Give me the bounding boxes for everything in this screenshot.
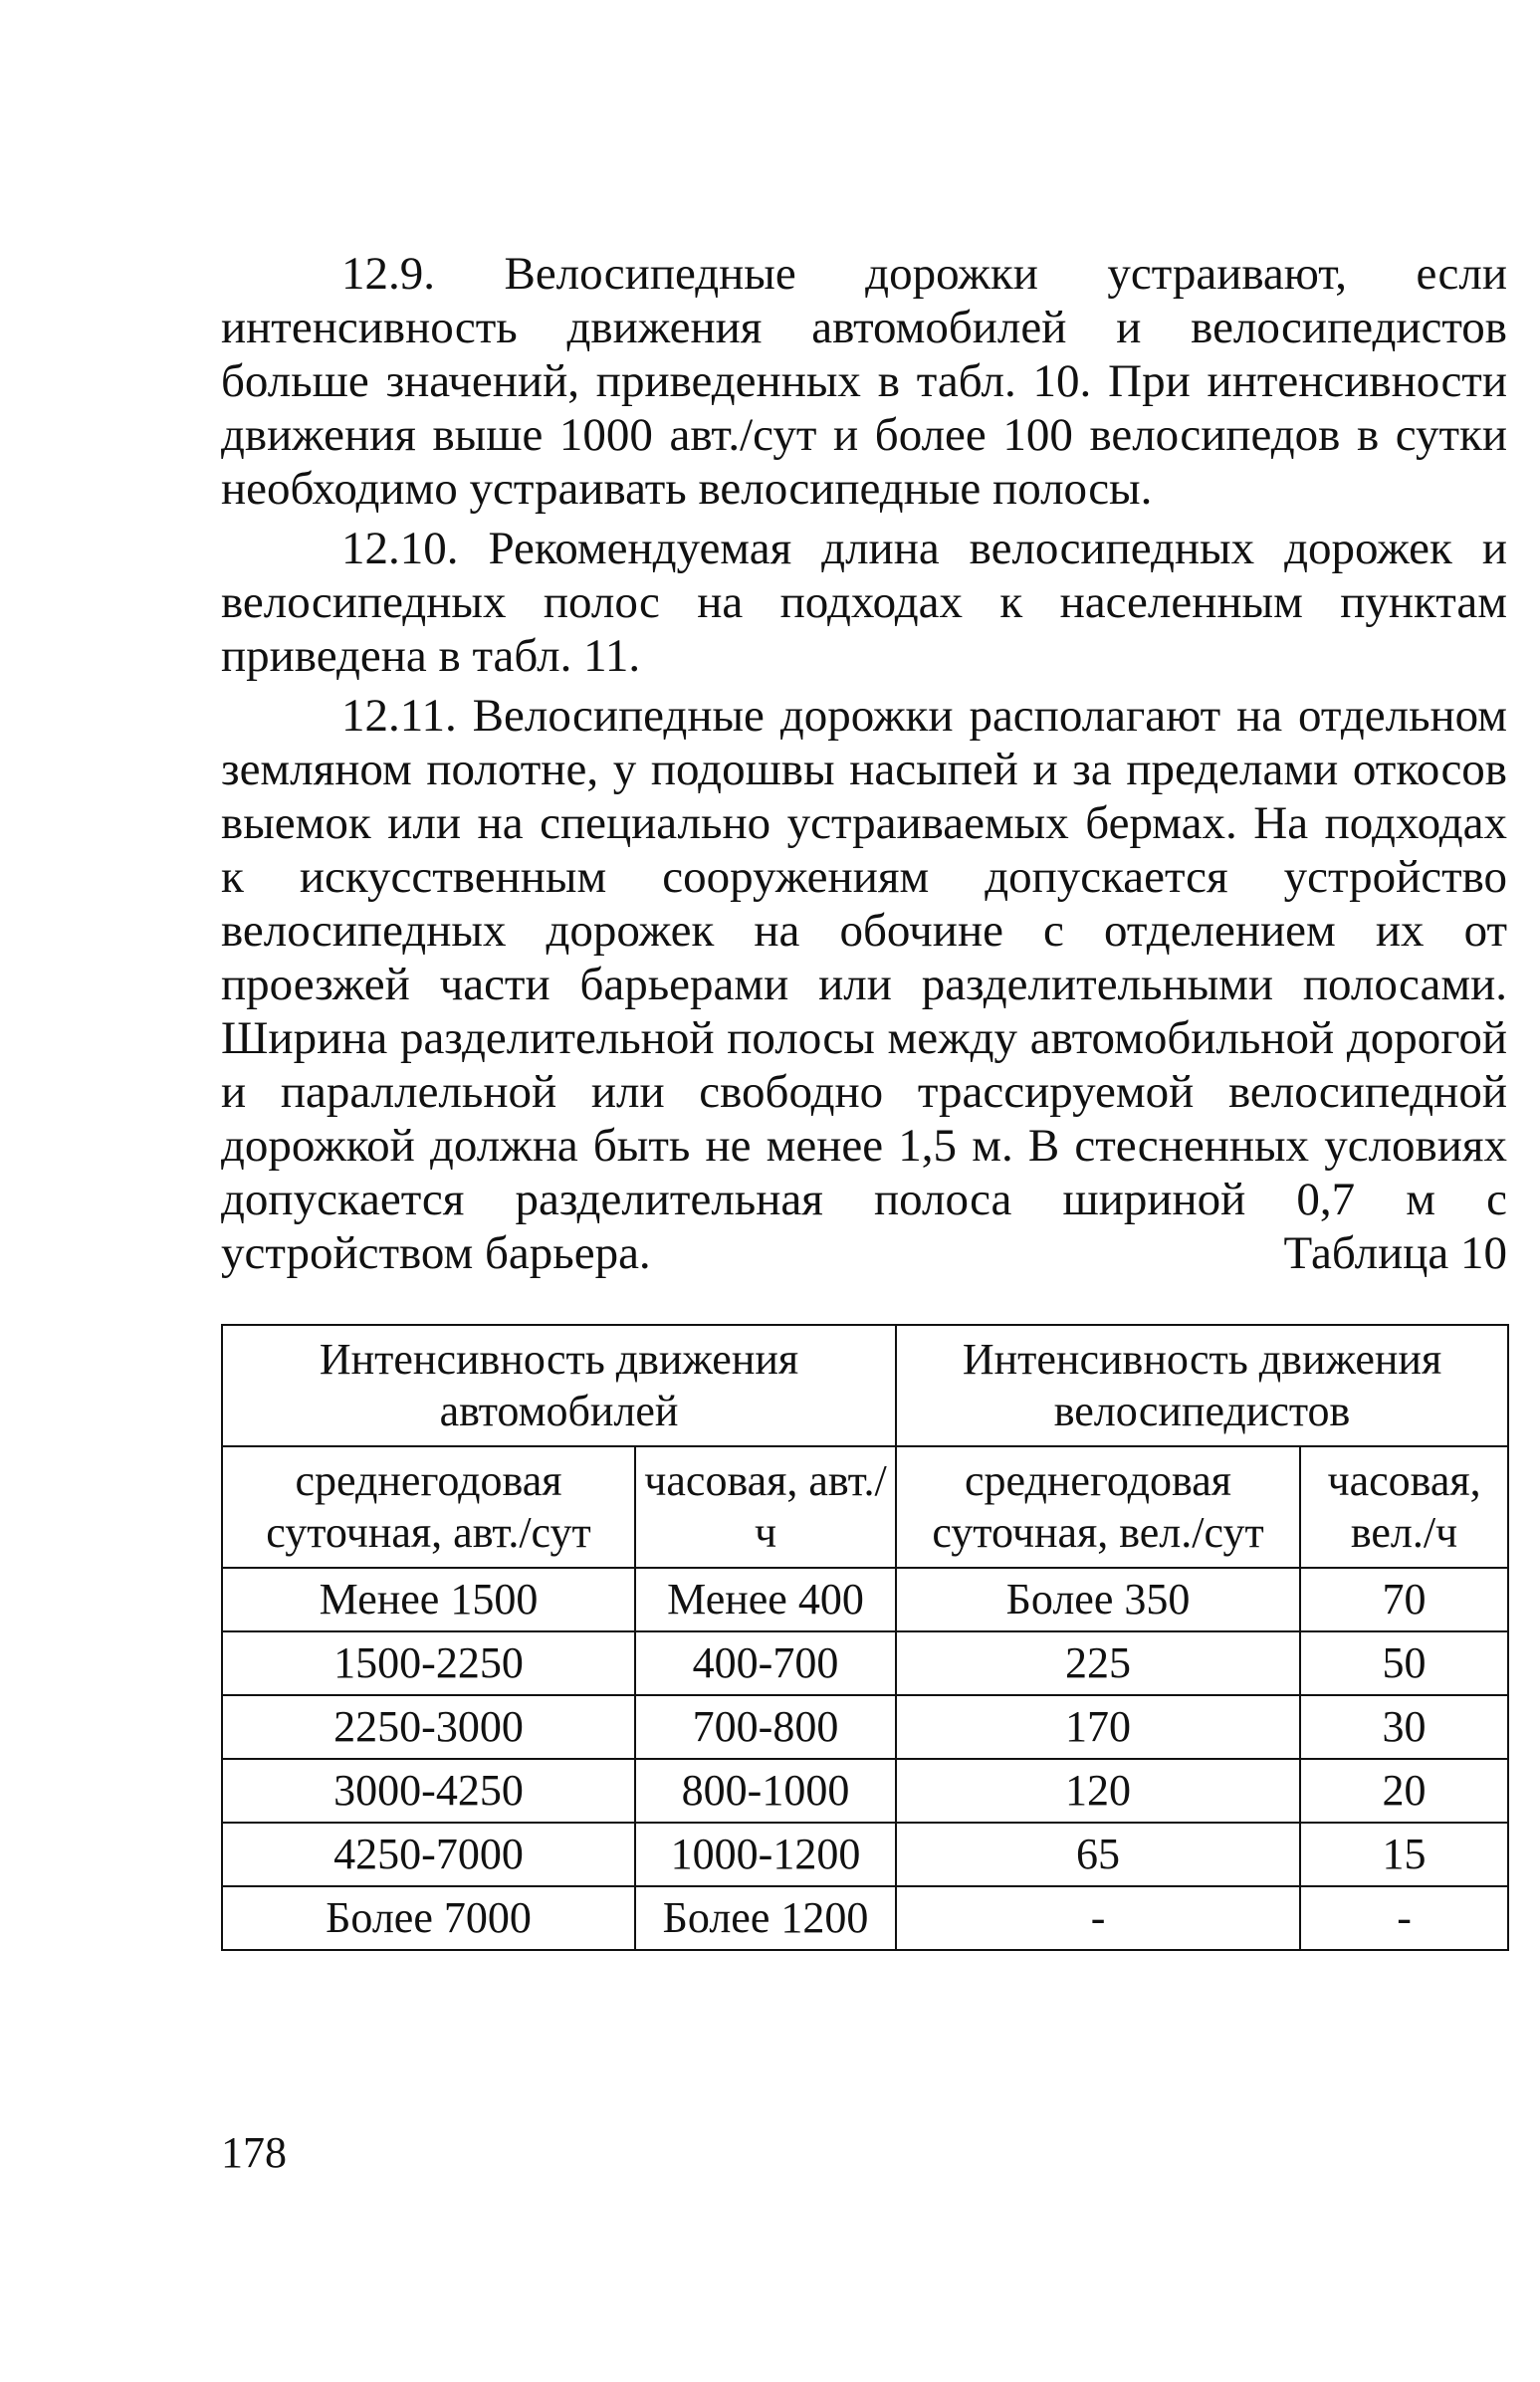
- table-row: [222, 1695, 1508, 1759]
- table-sub-header-row: [222, 1446, 1508, 1568]
- sub-header-cyclists-hourly: часовая, вел./ч: [1300, 1446, 1508, 1568]
- table-cell: 3000-4250: [222, 1759, 635, 1823]
- table-row: [222, 1823, 1508, 1886]
- table-row: [222, 1886, 1508, 1950]
- table-cell: 20: [1300, 1759, 1508, 1823]
- table-cell: 50: [1300, 1631, 1508, 1695]
- group-header-cyclists: Интенсивность движения велосипедистов: [896, 1325, 1508, 1446]
- sub-header-cyclists-daily: среднегодовая суточная, вел./сут: [896, 1446, 1300, 1568]
- table-cell: 400-700: [635, 1631, 896, 1695]
- table-cell: 30: [1300, 1695, 1508, 1759]
- table-cell: 700-800: [635, 1695, 896, 1759]
- table-cell: 225: [896, 1631, 1300, 1695]
- table-cell: 1000-1200: [635, 1823, 896, 1886]
- table-cell: 1500-2250: [222, 1631, 635, 1695]
- table-cell: Более 1200: [635, 1886, 896, 1950]
- table-cell: 15: [1300, 1823, 1508, 1886]
- sub-header-cars-hourly: часовая, авт./ч: [635, 1446, 896, 1568]
- table-cell: Более 7000: [222, 1886, 635, 1950]
- data-table: [221, 1324, 1509, 1951]
- table-row: [222, 1759, 1508, 1823]
- table-cell: 170: [896, 1695, 1300, 1759]
- table-cell: -: [896, 1886, 1300, 1950]
- table-cell: -: [1300, 1886, 1508, 1950]
- body-text: [221, 247, 1507, 1286]
- table-cell: 800-1000: [635, 1759, 896, 1823]
- table-group-header-row: [222, 1325, 1508, 1446]
- table-cell: Менее 1500: [222, 1568, 635, 1631]
- table-row: [222, 1568, 1508, 1631]
- paragraph-12-9: 12.9. Велосипедные дорожки устраивают, если интенсивность движения автомобилей и велосипедистов больше значений, приведенных в табл. 10. При интенсивности движения выше 1000 авт./сут и более 100 велосипедов в сутки необходимо устраивать велосипедные полосы.: [221, 248, 1507, 515]
- paragraph-12-10: 12.10. Рекомендуемая длина велосипедных дорожек и велосипедных полос на подходах к населенным пунктам приведена в табл. 11.: [221, 523, 1507, 682]
- table-cell: 70: [1300, 1568, 1508, 1631]
- table-cell: 4250-7000: [222, 1823, 635, 1886]
- table-cell: 2250-3000: [222, 1695, 635, 1759]
- table-caption: Таблица 10: [1283, 1227, 1507, 1279]
- paragraph-12-11: 12.11. Велосипедные дорожки располагают на отдельном земляном полотне, у подошвы насыпей и за пределами откосов выемок или на специально устраиваемых бермах. На подходах к искусственным сооружениям допускается устройство велосипедных дорожек на обочине с отделением их от проезжей части барьерами или разделительными полосами. Ширина разделительной полосы между автомобильной дорогой и параллельной или свободно трассируемой велосипедной дорожкой должна быть не менее 1,5 м. В стесненных условиях допускается разделительная полоса шириной 0,7 м с устройством барьера.: [221, 690, 1507, 1279]
- table-cell: Менее 400: [635, 1568, 896, 1631]
- group-header-cars: Интенсивность движения автомобилей: [222, 1325, 896, 1446]
- table-cell: Более 350: [896, 1568, 1300, 1631]
- sub-header-cars-daily: среднегодовая суточная, авт./сут: [222, 1446, 635, 1568]
- table-cell: 120: [896, 1759, 1300, 1823]
- table-cell: 65: [896, 1823, 1300, 1886]
- page-number: 178: [221, 2128, 287, 2177]
- table-row: [222, 1631, 1508, 1695]
